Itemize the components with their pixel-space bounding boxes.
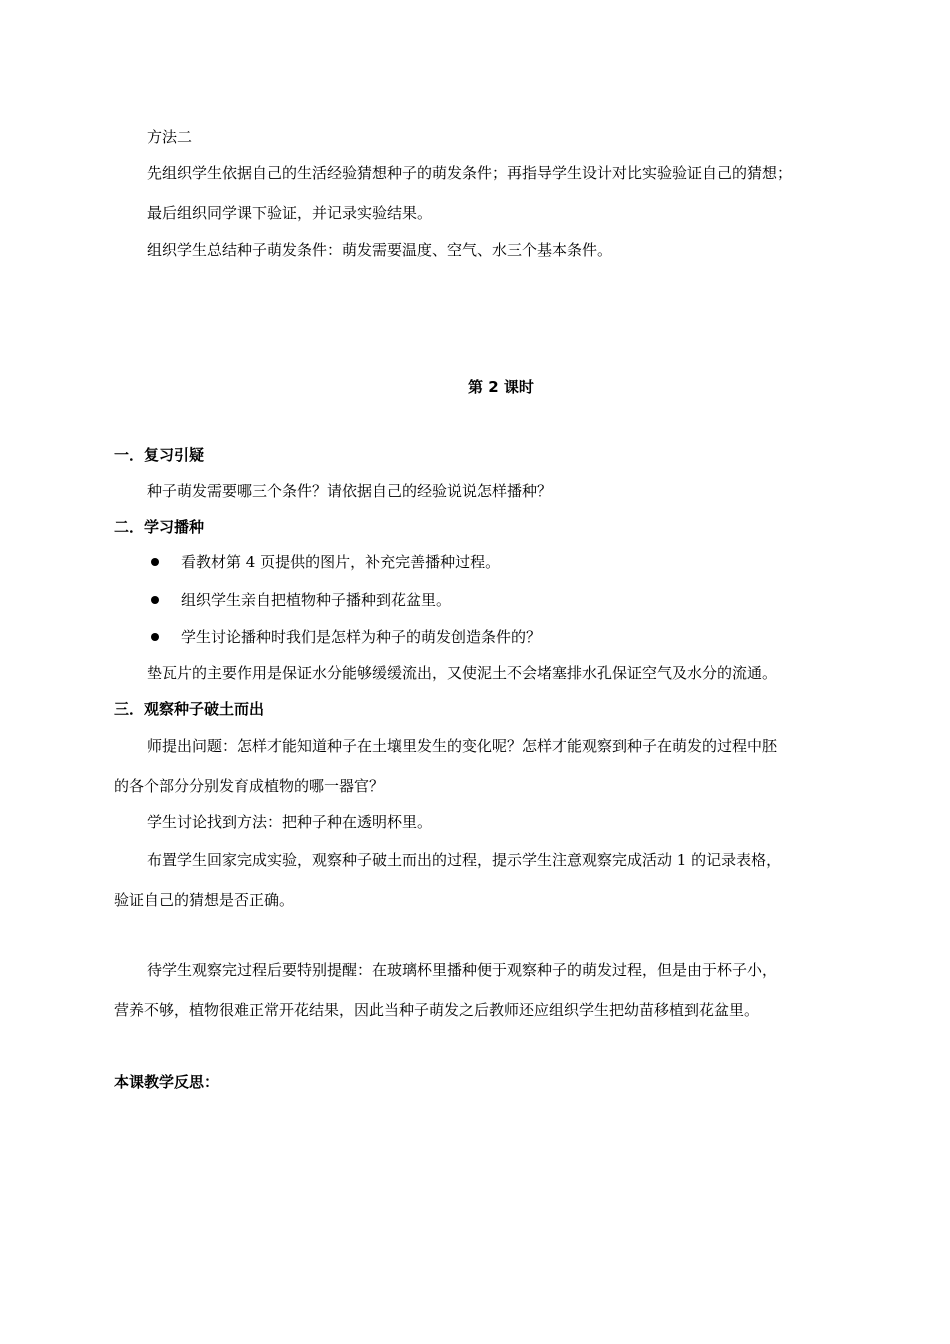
- sowing-note: 垫瓦片的主要作用是保证水分能够缓缓流出，又使泥土不会堵塞排水孔保证空气及水分的流通。: [147, 664, 778, 682]
- bullet-icon: [151, 558, 159, 566]
- paragraph-line: 布置学生回家完成实验，观察种子破土而出的过程，提示学生注意观察完成活动 1 的记录表格，: [147, 851, 782, 869]
- method-heading: 方法二: [147, 128, 193, 146]
- paragraph-line: 最后组织同学课下验证，并记录实验结果。: [147, 204, 433, 222]
- section-heading-observe: 三．观察种子破土而出: [114, 700, 265, 718]
- paragraph-line: 先组织学生依据自己的生活经验猜想种子的萌发条件；再指导学生设计对比实验验证自己的猜想；: [147, 164, 793, 182]
- review-question: 种子萌发需要哪三个条件？请依据自己的经验说说怎样播种？: [147, 482, 553, 500]
- paragraph-line: 营养不够，植物很难正常开花结果，因此当种子萌发之后教师还应组织学生把幼苗移植到花盆里。: [114, 1001, 760, 1019]
- list-item: 学生讨论播种时我们是怎样为种子的萌发创造条件的？: [181, 628, 542, 646]
- lesson-title: 第 2 课时: [468, 378, 534, 396]
- paragraph-line: 验证自己的猜想是否正确。: [114, 891, 295, 909]
- paragraph-line: 师提出问题：怎样才能知道种子在土壤里发生的变化呢？怎样才能观察到种子在萌发的过程中胚: [147, 737, 778, 755]
- section-heading-review: 一．复习引疑: [114, 446, 205, 464]
- paragraph-line: 的各个部分分别发育成植物的哪一器官？: [114, 777, 385, 795]
- bullet-icon: [151, 633, 159, 641]
- list-item: 组织学生亲自把植物种子播种到花盆里。: [181, 591, 452, 609]
- paragraph-line: 待学生观察完过程后要特别提醒：在玻璃杯里播种便于观察种子的萌发过程，但是由于杯子小，: [147, 961, 778, 979]
- bullet-icon: [151, 596, 159, 604]
- paragraph: 学生讨论找到方法：把种子种在透明杯里。: [147, 813, 433, 831]
- paragraph: 组织学生总结种子萌发条件：萌发需要温度、空气、水三个基本条件。: [147, 241, 613, 259]
- section-heading-sowing: 二．学习播种: [114, 518, 205, 536]
- reflection-heading: 本课教学反思：: [114, 1073, 220, 1091]
- list-item: 看教材第 4 页提供的图片，补充完善播种过程。: [181, 553, 501, 571]
